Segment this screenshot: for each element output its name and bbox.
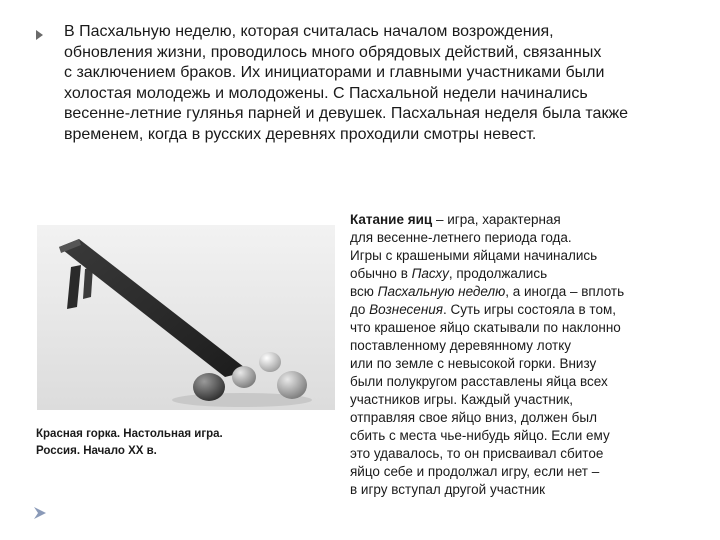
photo-caption xyxy=(36,426,223,460)
egg xyxy=(193,373,225,401)
egg xyxy=(277,371,307,399)
egg xyxy=(232,366,256,388)
text-span: – игра, характерная xyxy=(432,212,561,227)
description-line: для весенне-летнего периода года. xyxy=(350,230,572,245)
game-description xyxy=(350,211,624,499)
description-line: сбить с места чье-нибудь яйцо. Если ему xyxy=(350,428,610,443)
paragraph-line: временем, когда в русских деревнях проходили смотры невест. xyxy=(64,125,537,143)
paragraph-line: обновления жизни, проводилось много обрядовых действий, связанных xyxy=(64,43,602,61)
paragraph-line: В Пасхальную неделю, которая считалась началом возрождения, xyxy=(64,23,554,40)
description-line: это удавалось, то он присваивал сбитое xyxy=(350,446,604,461)
description-line: были полукругом расставлены яйца всех xyxy=(350,374,608,389)
triangle-bullet-icon xyxy=(36,30,43,40)
caption-line: Красная горка. Настольная игра. xyxy=(36,428,223,440)
text-span: всю xyxy=(350,284,378,299)
description-line xyxy=(350,301,624,319)
description-line: яйцо себе и продолжал игру, если нет – xyxy=(350,464,600,479)
description-line xyxy=(350,283,624,301)
description-line: поставленному деревянному лотку xyxy=(350,338,572,353)
description-line xyxy=(350,211,624,229)
egg-slide-game-photo xyxy=(37,225,335,410)
description-line: в игру вступал другой участник xyxy=(350,482,546,497)
term-highlight: Катание яиц xyxy=(350,212,433,227)
italic-term: Пасхальную неделю xyxy=(377,284,506,299)
text-span: , а иногда – вплоть xyxy=(505,284,625,299)
description-line: отправляя свое яйцо вниз, должен был xyxy=(350,410,597,425)
italic-term: Пасху xyxy=(411,266,449,281)
description-line: участников игры. Каждый участник, xyxy=(350,392,574,407)
corner-arrow-icon xyxy=(33,506,47,520)
italic-term: Вознесения xyxy=(369,302,443,317)
paragraph-line: холостая молодежь и молодожены. С Пасхальной недели начинались xyxy=(64,84,588,102)
text-span: обычно в xyxy=(350,266,412,281)
description-line: или по земле с невысокой горки. Внизу xyxy=(350,356,597,371)
text-span: до xyxy=(350,302,370,317)
text-span: , продолжались xyxy=(448,266,548,281)
text-span: . Суть игры состояла в том, xyxy=(442,302,617,317)
description-line: что крашеное яйцо скатывали по наклонно xyxy=(350,320,621,335)
description-line: Игры с крашеными яйцами начинались xyxy=(350,248,598,263)
caption-line: Россия. Начало XX в. xyxy=(36,445,157,457)
description-line xyxy=(350,265,624,283)
paragraph-line: весенне-летние гулянья парней и девушек. Пасхальная неделя была также xyxy=(64,105,629,122)
egg xyxy=(259,352,281,372)
main-paragraph xyxy=(64,22,628,145)
paragraph-line: с заключением браков. Их инициаторами и главными участниками были xyxy=(64,64,605,81)
